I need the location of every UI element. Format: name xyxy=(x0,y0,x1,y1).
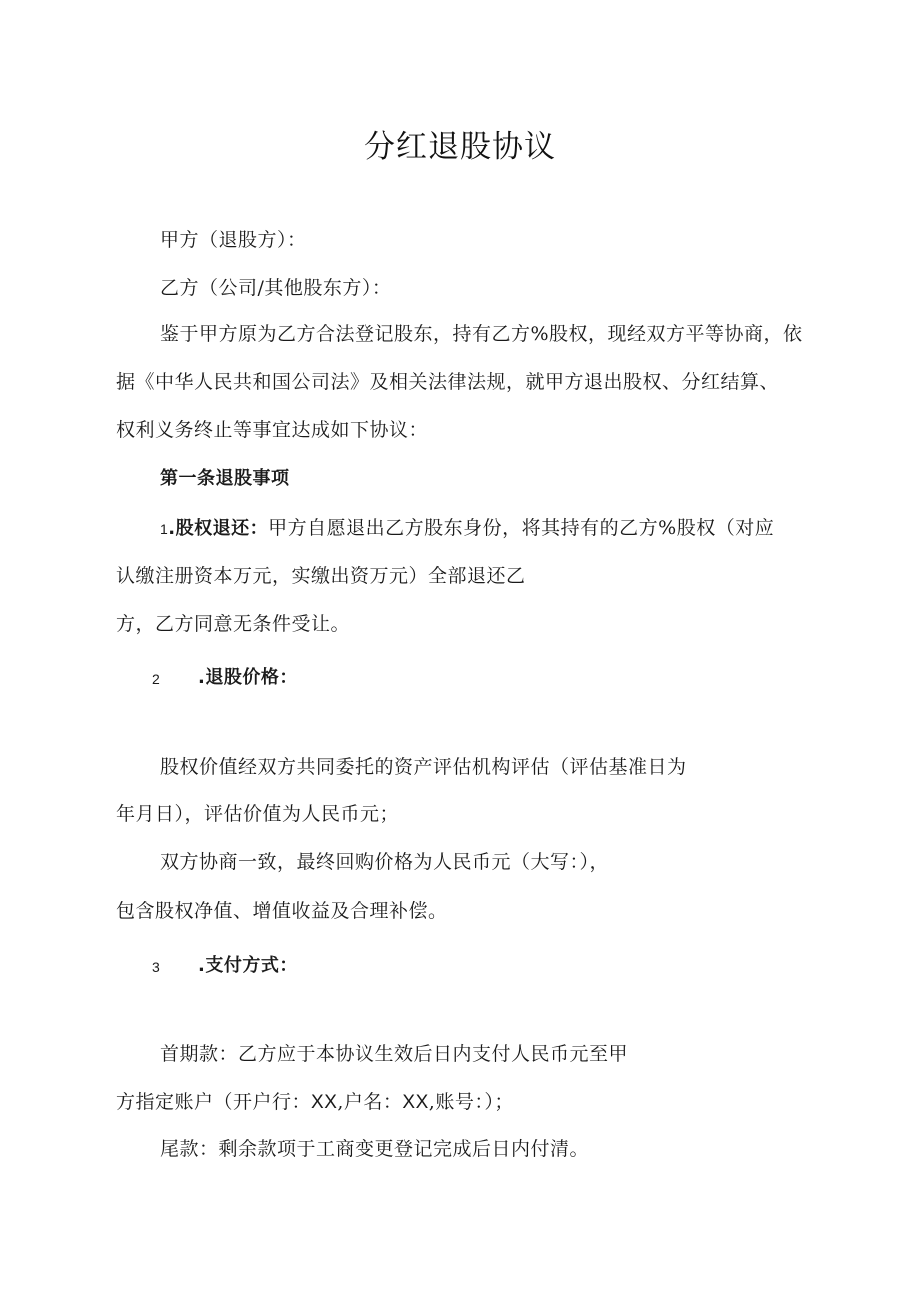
preamble-line-3: 权利义务终止等事宜达成如下协议： xyxy=(116,419,429,441)
item-1-line-2: 认缴注册资本万元，实缴出资万元）全部退还乙 xyxy=(116,565,526,587)
account-number-label: ,账号：）； xyxy=(428,1091,514,1113)
item-1-line-3: 方，乙方同意无条件受让。 xyxy=(116,613,351,635)
bank-account-intro: 方指定账户（开户行： xyxy=(116,1091,312,1113)
item-2-p1-line-2: 年月日），评估价值为人民币元； xyxy=(116,803,400,825)
article-1-heading: 第一条退股事项 xyxy=(160,468,290,489)
item-2-p2-line-1: 双方协商一致，最终回购价格为人民币元（大写：）， xyxy=(160,851,610,873)
account-name-label: ,户名： xyxy=(337,1091,403,1113)
item-3-heading xyxy=(152,954,160,979)
item-1-line-1 xyxy=(160,516,774,541)
preamble-line-1: 鉴于甲方原为乙方合法登记股东，持有乙方%股权，现经双方平等协商，依 xyxy=(160,323,803,345)
item-3-label: .支付方式： xyxy=(198,955,298,976)
item-2-p2-line-2: 包含股权净值、增值收益及合理补偿。 xyxy=(116,900,448,922)
item-1-label: .股权退还： xyxy=(168,518,269,539)
account-name-placeholder: XX xyxy=(402,1092,429,1113)
item-2-heading xyxy=(152,666,160,691)
item-3-number: 3 xyxy=(152,959,161,975)
party-b-line: 乙方（公司/其他股东方）： xyxy=(160,277,392,299)
item-3-p1-line-1: 首期款：乙方应于本协议生效后日内支付人民币元至甲 xyxy=(160,1043,629,1065)
item-2-number: 2 xyxy=(152,671,161,687)
document-title: 分红退股协议 xyxy=(364,129,556,165)
party-a-line: 甲方（退股方）： xyxy=(160,229,307,251)
item-2-label: .退股价格： xyxy=(198,667,298,688)
item-3-p1-line-2 xyxy=(116,1090,514,1115)
item-3-p2-line-1: 尾款：剩余款项于工商变更登记完成后日内付清。 xyxy=(160,1138,590,1160)
item-1-number: 1 xyxy=(160,521,169,537)
item-2-p1-line-1: 股权价值经双方共同委托的资产评估机构评估（评估基准日为 xyxy=(160,756,687,778)
bank-name-placeholder: XX xyxy=(311,1092,338,1113)
preamble-line-2: 据《中华人民共和国公司法》及相关法律法规，就甲方退出股权、分红结算、 xyxy=(116,371,780,393)
item-1-text-1: 甲方自愿退出乙方股东身份，将其持有的乙方%股权（对应 xyxy=(268,517,775,539)
